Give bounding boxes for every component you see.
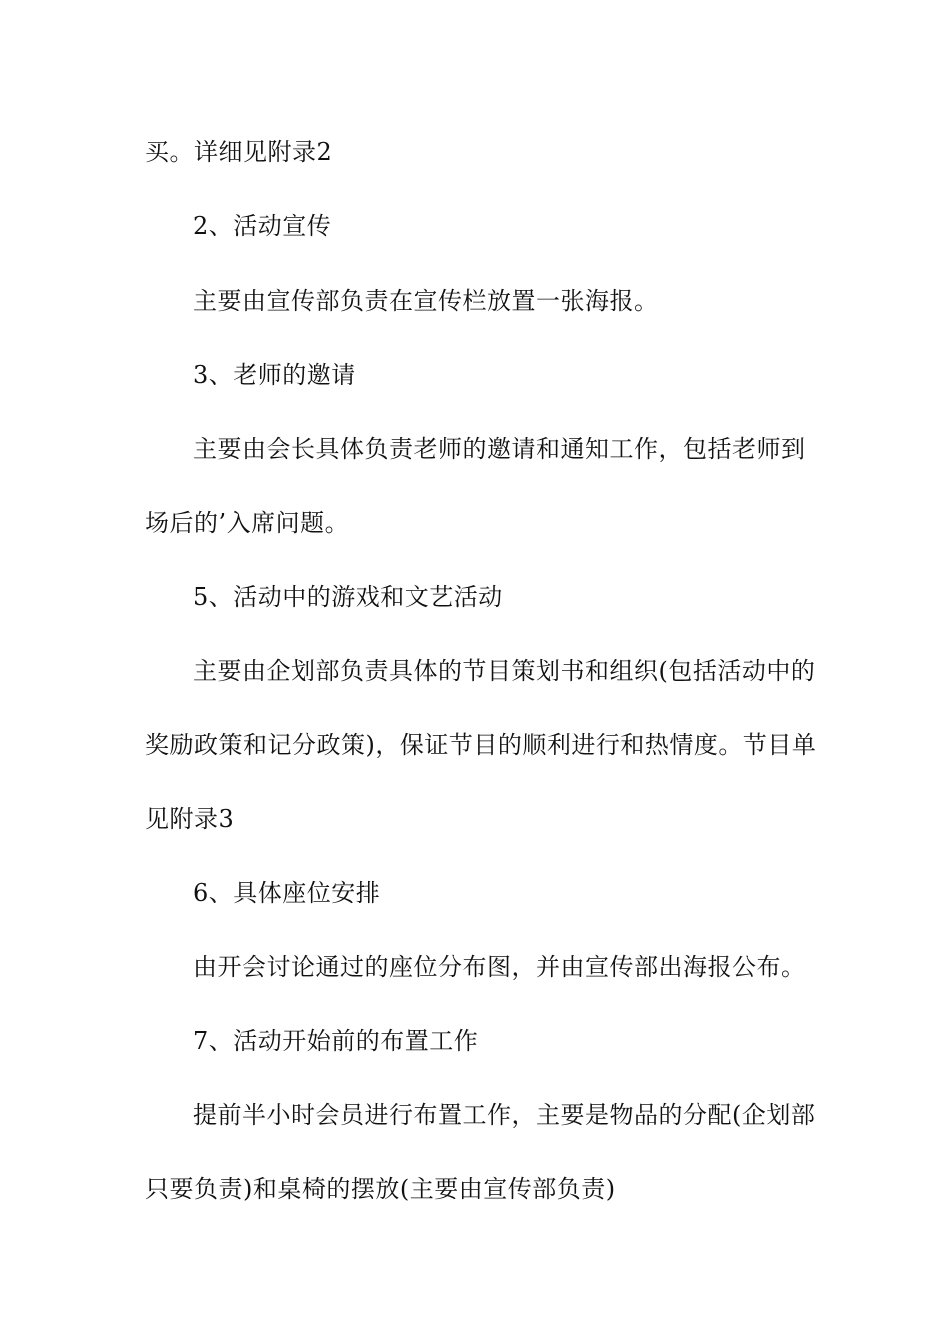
paragraph-games-line1: 主要由企划部负责具体的节目策划书和组织(包括活动中的 bbox=[193, 657, 816, 685]
paragraph-teacher-invite-line2: 场后的’入席问题。 bbox=[145, 509, 350, 537]
section-heading-games: 5、活动中的游戏和文艺活动 bbox=[193, 583, 503, 611]
paragraph-seating: 由开会讨论通过的座位分布图，并由宣传部出海报公布。 bbox=[193, 953, 806, 981]
paragraph-setup-line2: 只要负责)和桌椅的摆放(主要由宣传部负责) bbox=[145, 1175, 616, 1203]
section-heading-teacher-invite: 3、老师的邀请 bbox=[193, 361, 356, 389]
paragraph-games-line3: 见附录3 bbox=[145, 805, 235, 833]
paragraph-promotion: 主要由宣传部负责在宣传栏放置一张海报。 bbox=[193, 287, 659, 315]
paragraph-teacher-invite-line1: 主要由会长具体负责老师的邀请和通知工作，包括老师到 bbox=[193, 435, 806, 463]
paragraph-games-line2: 奖励政策和记分政策)，保证节目的顺利进行和热情度。节目单 bbox=[145, 731, 817, 759]
section-heading-seating: 6、具体座位安排 bbox=[193, 879, 381, 907]
paragraph-setup-line1: 提前半小时会员进行布置工作，主要是物品的分配(企划部 bbox=[193, 1101, 816, 1129]
section-heading-promotion: 2、活动宣传 bbox=[193, 212, 332, 240]
section-heading-setup: 7、活动开始前的布置工作 bbox=[193, 1027, 479, 1055]
text-line-appendix2-ref: 买。详细见附录2 bbox=[145, 138, 333, 166]
